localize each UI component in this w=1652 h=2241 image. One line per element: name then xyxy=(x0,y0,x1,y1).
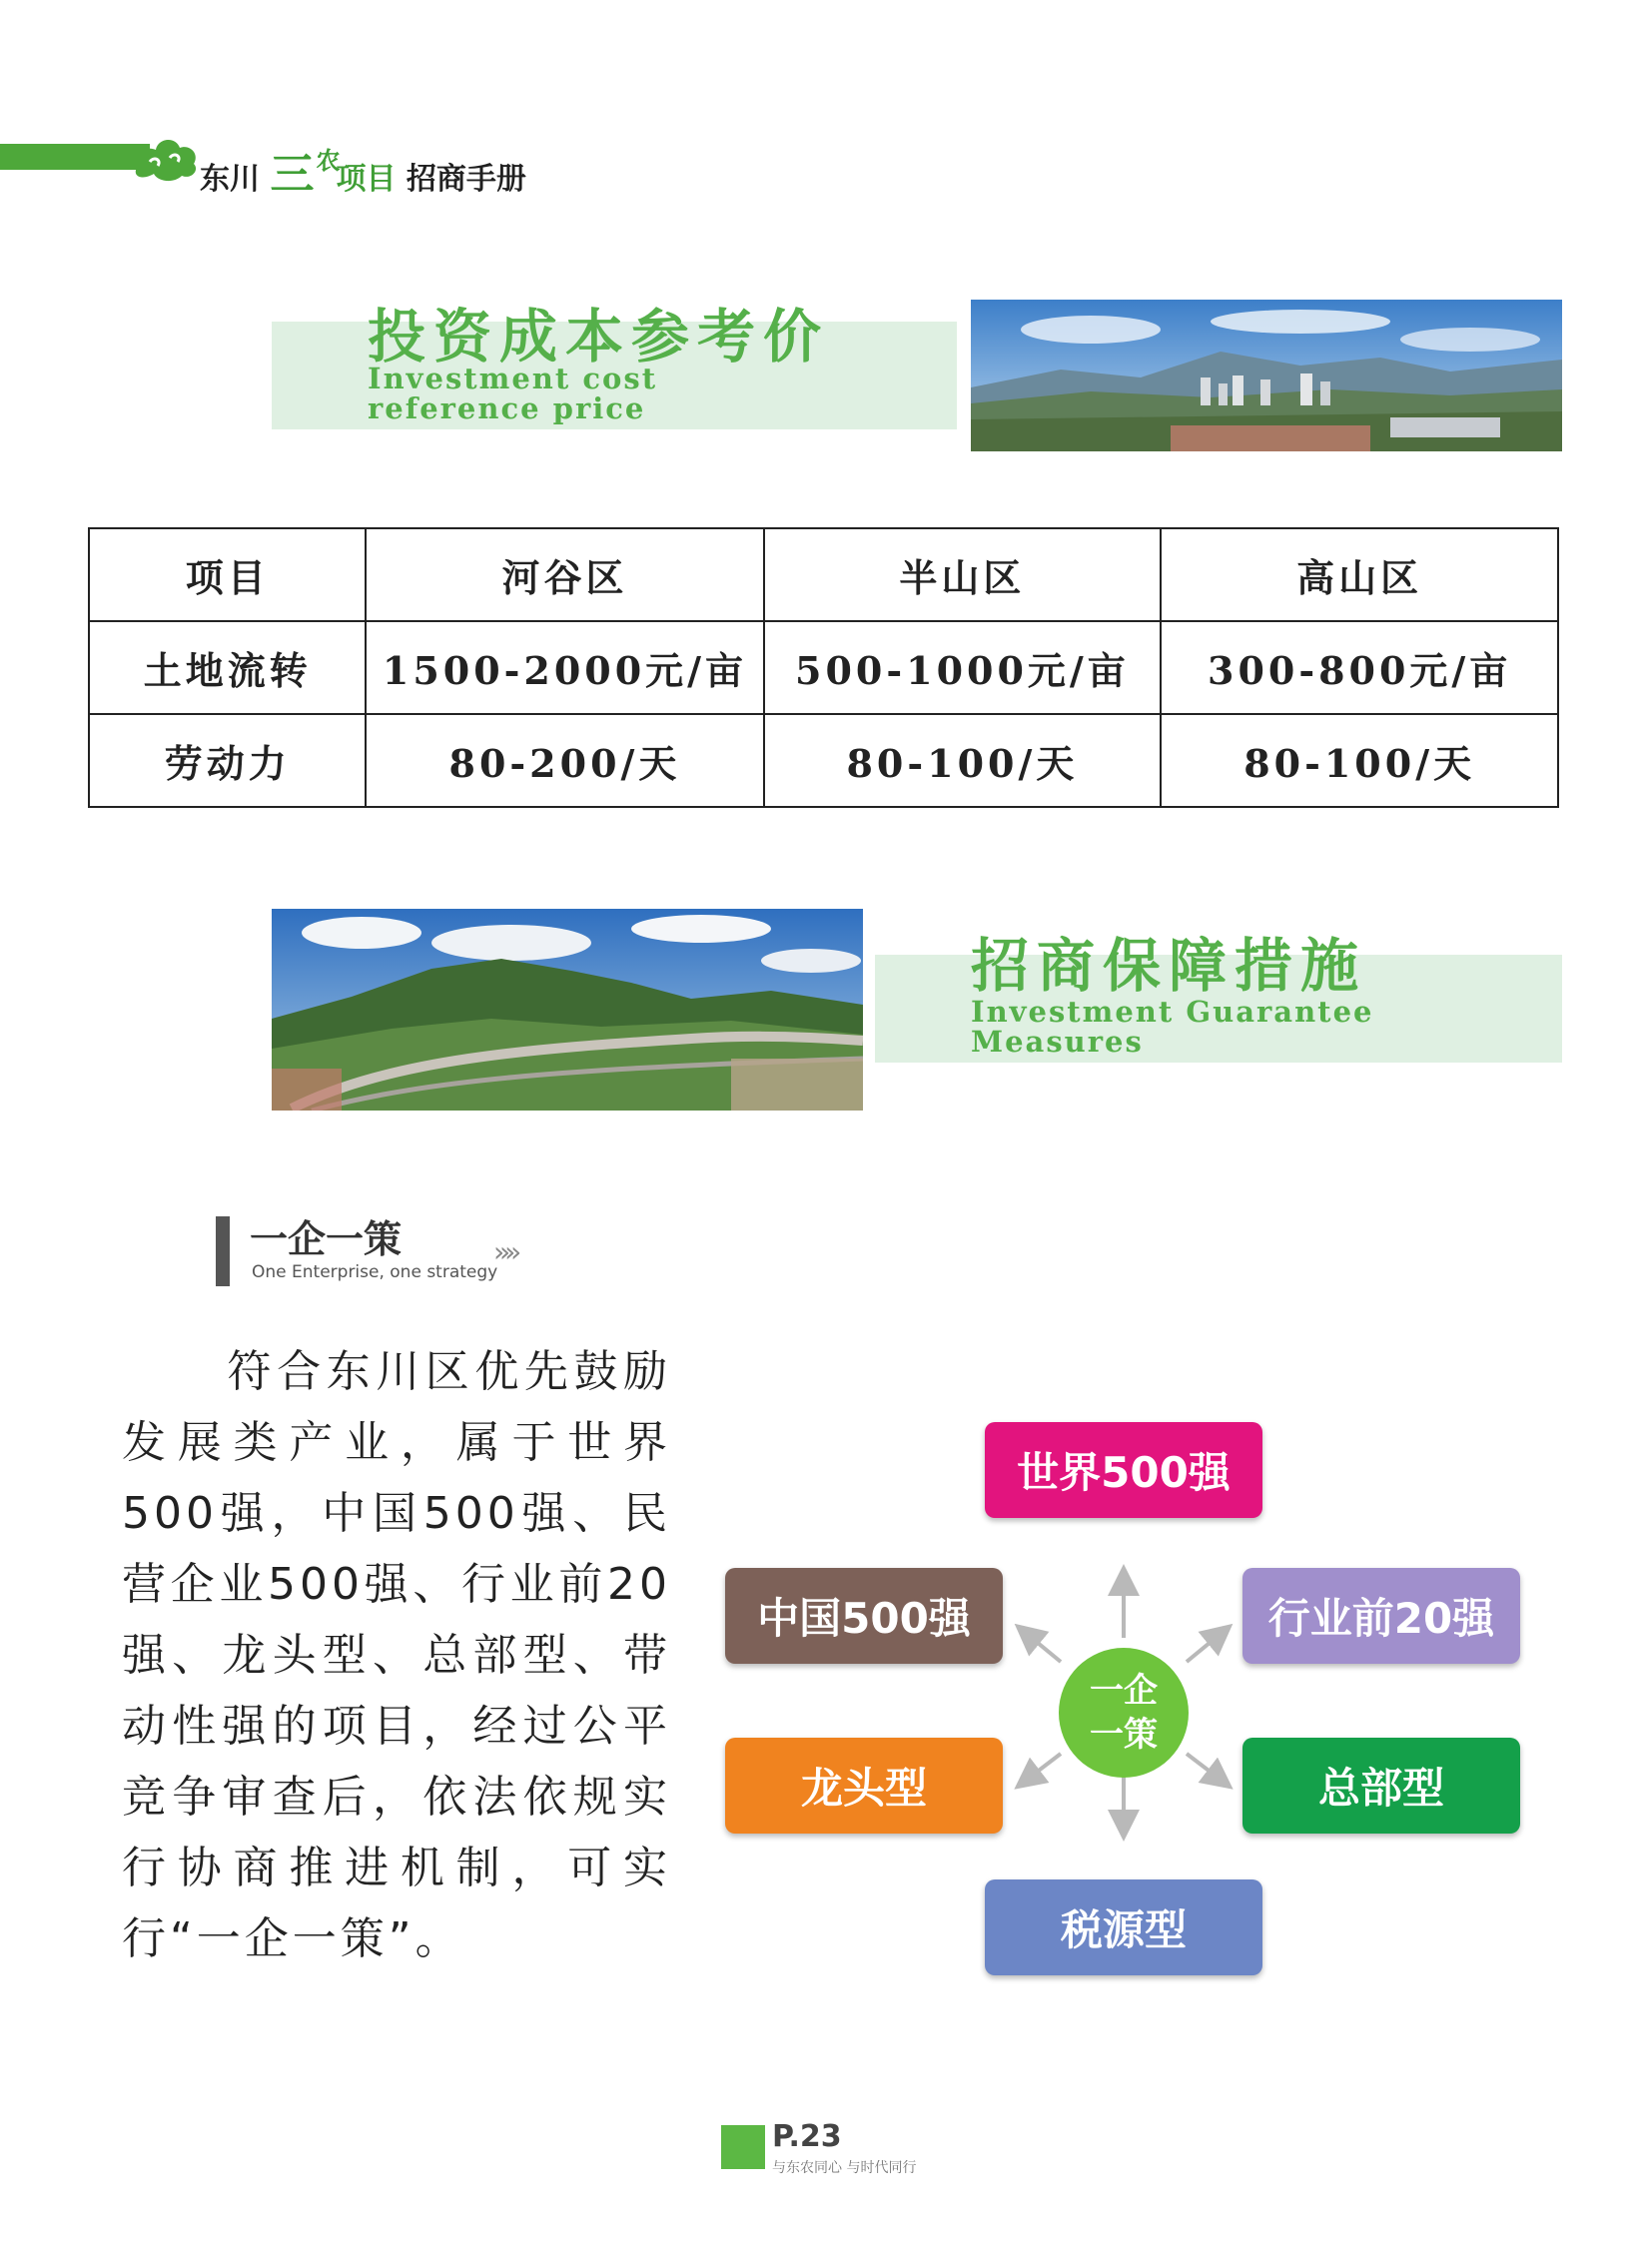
policy-paragraph-text: 符合东川区优先鼓励发展类产业，属于世界500强，中国500强、民营企业500强、行业前20强、龙头型、总部型、带动性强的项目，经过公平竞争审查后，依法依规实行协商推进机制，可实行“一企一策”。 xyxy=(122,1346,671,1964)
section1-en-line2: reference price xyxy=(368,391,646,425)
section1-en-line1: Investment cost xyxy=(368,362,658,395)
table-cell: 1500-2000元/亩 xyxy=(366,621,763,714)
table-cell: 500-1000元/亩 xyxy=(764,621,1162,714)
table-row xyxy=(89,714,1558,807)
section2-en-line2: Measures xyxy=(971,1025,1144,1059)
valley-highway-photo xyxy=(272,909,863,1111)
footer-green-square xyxy=(721,2125,765,2169)
header-title xyxy=(200,138,526,202)
tag-industry-top20: 行业前20强 xyxy=(1242,1568,1520,1664)
arrow-downright-icon xyxy=(1187,1754,1221,1780)
table-header-cell: 半山区 xyxy=(764,528,1162,621)
center-one-policy-circle xyxy=(1059,1648,1189,1778)
header-handbook: 招商手册 xyxy=(406,162,526,197)
table-header-cell: 高山区 xyxy=(1161,528,1558,621)
table-cell: 80-200/天 xyxy=(366,714,763,807)
center-line2: 一策 xyxy=(1090,1715,1158,1755)
subsection-title: 一企一策 xyxy=(250,1217,403,1261)
table-cell: 80-100/天 xyxy=(764,714,1162,807)
center-line1: 一企 xyxy=(1090,1671,1158,1711)
page-number: P.23 xyxy=(772,2119,842,2154)
table-header-row xyxy=(89,528,1558,621)
policy-paragraph xyxy=(122,1336,671,1974)
footer-slogan: 与东农同心 与时代同行 xyxy=(772,2160,917,2176)
subsection-en: One Enterprise, one strategy xyxy=(252,1262,498,1282)
tag-leading-type: 龙头型 xyxy=(725,1738,1003,1834)
header-nong: 农 xyxy=(316,146,341,175)
header-san: 三 xyxy=(270,149,315,200)
arrow-downleft-icon xyxy=(1027,1754,1061,1780)
city-panorama-photo xyxy=(971,300,1562,451)
tag-china-500: 中国500强 xyxy=(725,1568,1003,1664)
table-cell: 300-800元/亩 xyxy=(1161,621,1558,714)
subsection-marker-bar xyxy=(216,1216,230,1286)
table-row xyxy=(89,621,1558,714)
table-cell: 80-100/天 xyxy=(1161,714,1558,807)
table-cell: 劳动力 xyxy=(89,714,366,807)
arrow-upleft-icon xyxy=(1027,1634,1061,1662)
tag-world-500: 世界500强 xyxy=(985,1422,1262,1518)
tag-tax-source-type: 税源型 xyxy=(985,1879,1262,1975)
section1-title: 投资成本参考价 xyxy=(368,303,830,371)
chevron-right-icon: »» xyxy=(493,1235,516,1268)
cost-table xyxy=(88,527,1559,808)
header-dongchuan: 东川 xyxy=(200,162,260,197)
table-cell: 土地流转 xyxy=(89,621,366,714)
table-header-cell: 河谷区 xyxy=(366,528,763,621)
cloud-swirl-icon xyxy=(128,130,204,186)
table-header-cell: 项目 xyxy=(89,528,366,621)
header-xiangmu: 项目 xyxy=(336,162,397,197)
section2-title: 招商保障措施 xyxy=(971,932,1367,1000)
section2-en-line1: Investment Guarantee xyxy=(971,995,1374,1029)
tag-headquarters-type: 总部型 xyxy=(1242,1738,1520,1834)
arrow-upright-icon xyxy=(1187,1634,1221,1662)
